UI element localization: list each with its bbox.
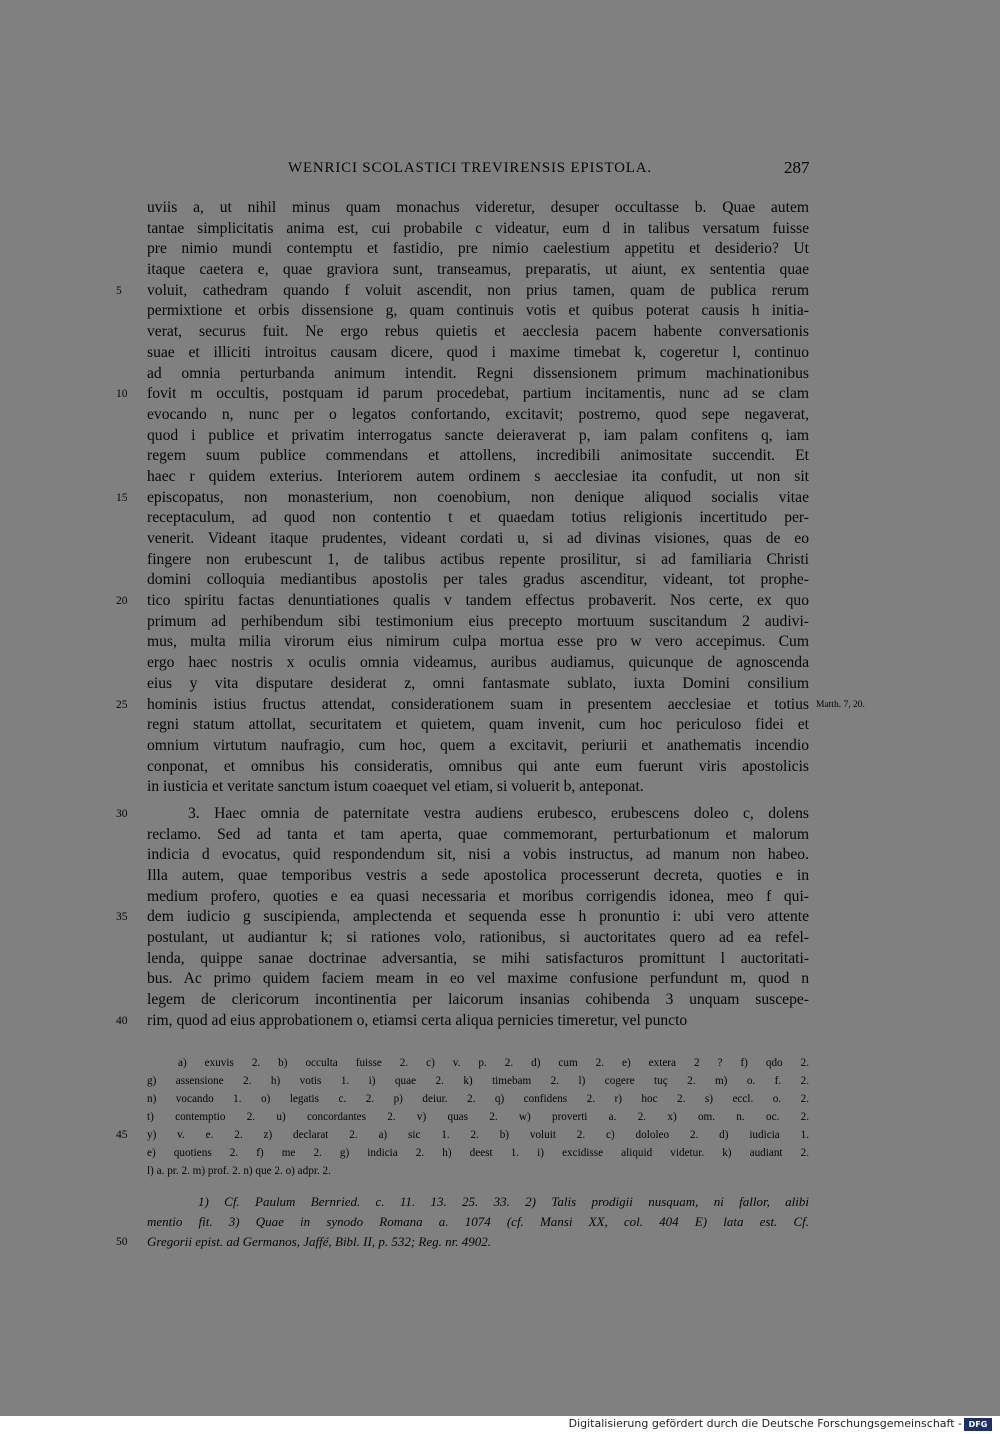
text-line: [0, 990, 1000, 1011]
text-text: hominis istius fructus attendat, considerationem suam in presentem aecclesiae et totius: [147, 695, 809, 713]
variant-line: [0, 1090, 1000, 1108]
variant-line: [0, 1072, 1000, 1090]
text-line: [0, 887, 1000, 908]
note-text: 1) Cf. Paulum Bernried. c. 11. 13. 25. 33. 2) Talis prodigii nusquam, ni fallor, alibi: [198, 1194, 809, 1209]
text-text: lenda, quippe sanae doctrinae adversantia, se mihi satisfacturos promittunt l auctoritati-: [147, 949, 809, 967]
note-line: [0, 1192, 1000, 1212]
text-text: domini colloquia mediantibus apostolis per tales gradus ascenditur, videant, tot prophe-: [147, 571, 809, 589]
variant-text: a) exuvis 2. b) occulta fuisse 2. c) v. p. 2. d) cum 2. e) extera 2 ? f) qdo 2.: [178, 1057, 809, 1069]
text-line: [0, 777, 1000, 798]
variant-line: [0, 1054, 1000, 1072]
text-line: [0, 301, 1000, 322]
variant-line: [0, 1162, 1000, 1180]
text-line: [0, 1011, 1000, 1032]
text-text: dem iudicio g suscipienda, amplectenda et sequenda esse h pronuntio i: ubi vero attente: [147, 908, 809, 926]
text-line: [0, 219, 1000, 240]
text-text: pre nimio mundi contemptu et fastidio, pre nimio caelestium appetitu et desiderio? Ut: [147, 240, 809, 258]
variant-text: y) v. e. 2. z) declarat 2. a) sic 1. 2. b) voluit 2. c) dololeo 2. d) iudicia 1.: [147, 1129, 809, 1141]
text-text: quod i publice et privatim interrogatus sancte deieraverat p, iam palam confitens q, iam: [147, 426, 809, 444]
variant-line: [0, 1108, 1000, 1126]
text-text: evocando n, nunc per o legatos confortando, excitavit; postremo, quod sepe negaverat,: [147, 405, 809, 423]
line-number: 15: [116, 491, 128, 504]
line-number: 40: [116, 1014, 128, 1027]
line-number: 30: [116, 807, 128, 820]
main-text: [0, 198, 1000, 1032]
variant-apparatus: [0, 1054, 1000, 1180]
text-line: [0, 866, 1000, 887]
text-line: [0, 550, 1000, 571]
text-line: [0, 260, 1000, 281]
variant-text: n) vocando 1. o) legatis c. 2. p) deiur. 2. q) confidens 2. r) hoc 2. s) eccl. o. 2.: [147, 1093, 809, 1105]
line-number: 50: [116, 1236, 128, 1248]
footer-bar: [0, 1416, 1000, 1434]
text-line: [0, 591, 1000, 612]
text-line: [0, 281, 1000, 302]
text-line: [0, 907, 1000, 928]
text-text: indicia d evocatus, quid respondendum sit, nisi a vobis instructus, ad manum non habeo.: [147, 846, 809, 864]
text-text: suae et illiciti introitus causam dicere, quod i maxime timebat k, cogeretur l, continuo: [147, 343, 809, 361]
text-text: legem de clericorum incontinentia per laicorum insanias cohibenda 3 unquam suscepe-: [147, 991, 809, 1009]
text-line: [0, 674, 1000, 695]
funding-notice[interactable]: Digitalisierung gefördert durch die Deutsche Forschungsgemeinschaft -: [568, 1417, 962, 1430]
text-line: [0, 570, 1000, 591]
line-number: 5: [116, 284, 122, 297]
text-line: [0, 757, 1000, 778]
marginal-reference: Matth. 7, 20.: [816, 699, 865, 710]
text-text: regem suum publice commendans et attollens, incredibili animositate succendit. Et: [147, 447, 809, 465]
text-text: episcopatus, non monasterium, non coenobium, non denique aliquod socialis vitae: [147, 488, 809, 506]
running-title: WENRICI SCOLASTICI TREVIRENSIS EPISTOLA.: [288, 160, 652, 176]
variant-line: [0, 1126, 1000, 1144]
text-text: uviis a, ut nihil minus quam monachus videretur, desuper occultasse b. Quae autem: [147, 199, 809, 216]
dfg-logo-icon[interactable]: DFG: [964, 1418, 992, 1431]
text-text: Illa autem, quae temporibus vestris a sede apostolica processerunt decreta, quoties e in: [147, 867, 809, 884]
text-text: fovit m occultis, postquam id parum procedebat, partium incitamentis, nunc ad se clam: [147, 385, 809, 403]
text-line: [0, 928, 1000, 949]
text-line: [0, 715, 1000, 736]
text-text: permixtione et orbis dissensione g, quam continuis votis et quibus poterat causis h initia-: [147, 302, 809, 320]
text-line: [0, 653, 1000, 674]
line-number: 20: [116, 595, 128, 608]
page-number: 287: [784, 158, 810, 177]
text-text: postulant, ut audiantur k; si rationes volo, rationibus, si auctoritates quero ad ea refel-: [147, 929, 809, 947]
text-line: [0, 343, 1000, 364]
text-text: reclamo. Sed ad tanta et tam aperta, quae commemorant, perturbationum et malorum: [147, 825, 809, 843]
text-line: [0, 467, 1000, 488]
note-text: Gregorii epist. ad Germanos, Jaffé, Bibl. II, p. 532; Reg. nr. 4902.: [147, 1234, 491, 1249]
page-header: [0, 160, 1000, 182]
variant-text: t) contemptio 2. u) concordantes 2. v) quas 2. w) proverti a. 2. x) om. n. oc. 2.: [147, 1111, 809, 1123]
text-text: in iusticia et veritate sanctum istum coaequet vel etiam, si voluerit b, anteponat.: [147, 778, 644, 796]
text-line: [0, 825, 1000, 846]
text-text: primum ad perhibendum sibi testimonium eius precepto mortuum suscitandum 2 audivi-: [147, 612, 809, 630]
footnotes: [0, 1192, 1000, 1252]
text-text: ergo haec nostris x oculis omnia videamus, auribus audiamus, quicunque de agnoscenda: [147, 654, 809, 672]
text-text: mus, multa milia virorum eius nimirum culpa mortua esse pro w vero accepimus. Cum: [147, 633, 809, 651]
text-line: [0, 239, 1000, 260]
text-text: voluit, cathedram quando f voluit ascendit, non prius tamen, quam de publica rerum: [147, 281, 809, 299]
text-text: 3. Haec omnia de paternitate vestra audiens erubesco, erubescens doleo c, dolens: [188, 804, 809, 822]
text-text: rim, quod ad eius approbationem o, etiamsi certa aliqua pernicies timeretur, vel puncto: [147, 1011, 688, 1029]
text-text: regni statum attollat, securitatem et quietem, quam invenit, cum hoc periculoso fidei et: [147, 716, 809, 734]
text-text: fingere non erubescunt 1, de talibus actibus repente prosilitur, si ad familiaria Christi: [147, 550, 809, 568]
text-text: receptaculum, ad quod non contentio t et quaedam totius religionis incertitudo per-: [147, 509, 809, 527]
line-number: 35: [116, 911, 128, 924]
variant-line: [0, 1144, 1000, 1162]
text-line: [0, 322, 1000, 343]
text-text: ad omnia perturbanda animum intendit. Regni dissensionem primum machinationibus: [147, 364, 809, 382]
text-line: [0, 804, 1000, 825]
text-text: medium profero, quoties e ea quasi necessaria et moribus corrigendis idonea, meo f qui-: [147, 887, 809, 905]
text-text: eius y vita disputare desiderat z, omni fantasmate sublato, iuxta Domini consilium: [147, 674, 809, 692]
variant-text: e) quotiens 2. f) me 2. g) indicia 2. h) deest 1. i) excidisse aliquid videtur. k) audiant 2.: [147, 1147, 809, 1159]
text-line: [0, 446, 1000, 467]
text-line: [0, 405, 1000, 426]
text-line: [0, 198, 1000, 219]
text-text: tico spiritu factas denuntiationes qualis v tandem effectus probaverit. Nos certe, ex quo: [147, 592, 809, 610]
text-line: [0, 845, 1000, 866]
text-line: [0, 695, 1000, 716]
text-line: [0, 426, 1000, 447]
text-line: [0, 736, 1000, 757]
line-number: 10: [116, 388, 128, 401]
text-text: bus. Ac primo quidem faciem meam in eo vel maxime confusione perfundunt m, quod n: [147, 970, 809, 988]
text-line: [0, 529, 1000, 550]
variant-text: g) assensione 2. h) votis 1. i) quae 2. k) timebam 2. l) cogere tuç 2. m) o. f. 2.: [147, 1075, 809, 1087]
text-line: [0, 632, 1000, 653]
text-text: haec r quidem exterius. Interiorem autem ordinem s aecclesiae ita confudit, ut non sit: [147, 467, 809, 485]
text-line: [0, 949, 1000, 970]
text-text: conponat, et omnibus his consideratis, omnibus qui ante eum fuerunt viris apostolicis: [147, 757, 809, 775]
text-text: verat, securus fuit. Ne ergo rebus quietis et aecclesia pacem habente conversationis: [147, 323, 809, 341]
text-line: [0, 612, 1000, 633]
text-text: itaque caetera e, quae graviora sunt, transeamus, preparatis, ut aiunt, ex sententia quae: [147, 261, 809, 279]
text-line: [0, 969, 1000, 990]
variant-text: l) a. pr. 2. m) prof. 2. n) que 2. o) adpr. 2.: [147, 1165, 331, 1177]
note-line: [0, 1212, 1000, 1232]
text-text: omnium virtutum naufragio, cum hoc, quem a excitavit, periurii et anathematis incendio: [147, 736, 809, 754]
text-line: [0, 488, 1000, 509]
note-text: mentio fit. 3) Quae in synodo Romana a. 1074 (cf. Mansi XX, col. 404 E) lata est. Cf.: [147, 1214, 809, 1229]
text-text: venerit. Videant itaque prudentes, videant cordati u, si ad divinas visiones, quas de eo: [147, 530, 809, 547]
text-line: [0, 508, 1000, 529]
line-number: 45: [116, 1129, 128, 1141]
text-line: [0, 384, 1000, 405]
text-line: [0, 364, 1000, 385]
line-number: 25: [116, 698, 128, 711]
text-text: tantae simplicitatis anima est, cui probabile c videatur, eum d in talibus versatum fuisse: [147, 219, 809, 237]
note-line: [0, 1232, 1000, 1252]
